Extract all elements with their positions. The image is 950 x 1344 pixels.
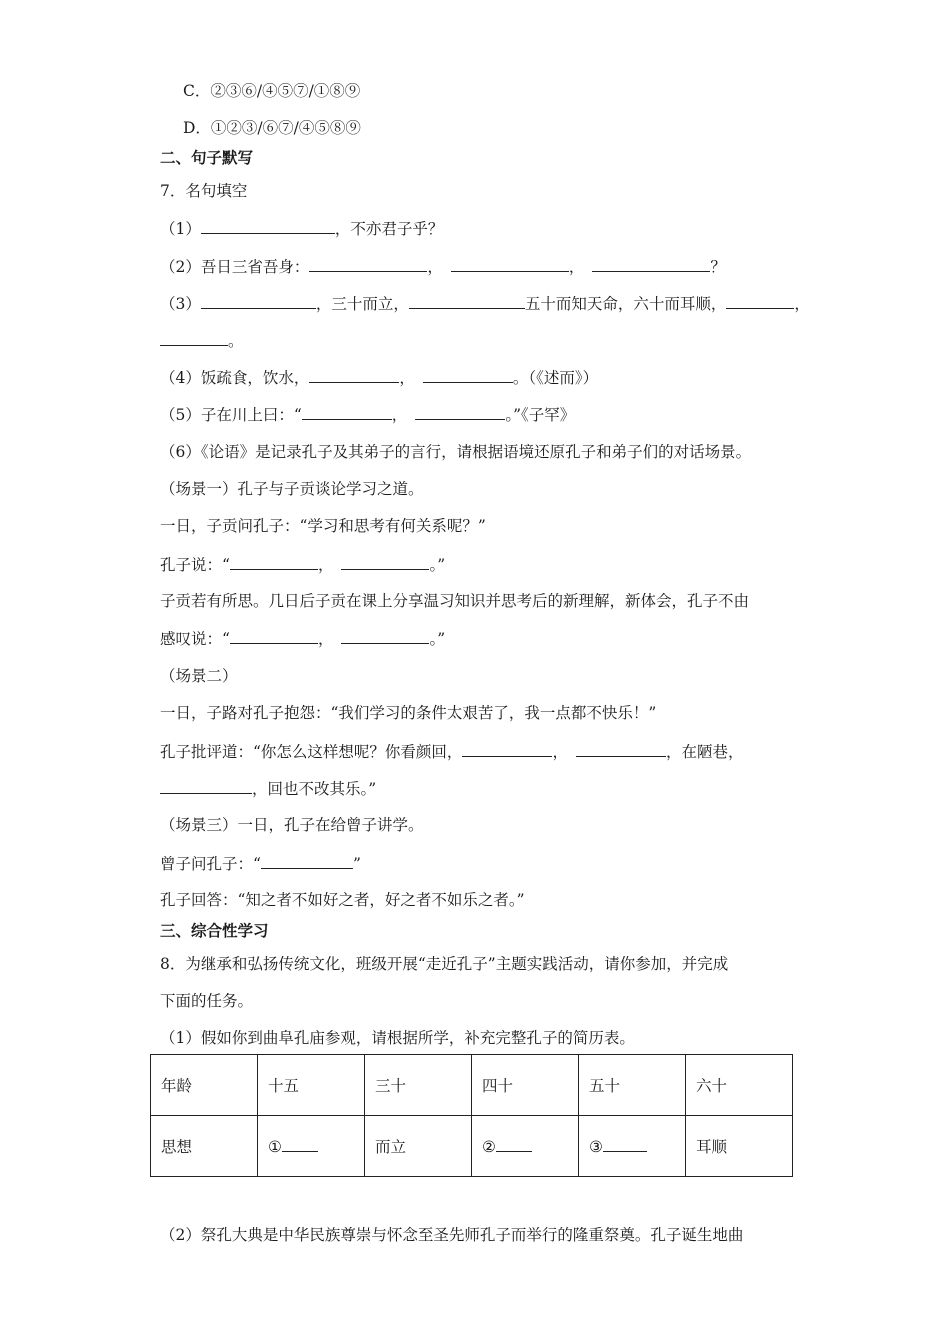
item-text: （4）饭疏食，饮水， xyxy=(160,369,310,387)
answer-blank[interactable] xyxy=(201,292,316,309)
question-7-item-5 xyxy=(160,403,575,426)
item-text: ，三十而立， xyxy=(315,295,409,313)
item-punct: ， xyxy=(399,369,415,387)
answer-blank[interactable] xyxy=(423,366,513,383)
answer-blank[interactable] xyxy=(160,329,228,346)
scene-1-line-3: 子贡若有所思。几日后子贡在课上分享温习知识并思考后的新理解，新体会，孔子不由 xyxy=(160,592,750,610)
section-heading-sentence-dictation: 二、句子默写 xyxy=(160,148,254,167)
item-text: 五十而知天命，六十而耳顺， xyxy=(524,295,727,313)
answer-blank[interactable] xyxy=(302,403,392,420)
item-punct: 。” xyxy=(429,630,446,648)
answer-blank[interactable] xyxy=(603,1137,647,1152)
circled-number: ③ xyxy=(589,1137,603,1156)
item-text: 。”《子罕》 xyxy=(505,406,576,424)
answer-blank[interactable] xyxy=(576,740,666,757)
table-row-age xyxy=(151,1055,793,1116)
question-8-sub-1: （1）假如你到曲阜孔庙参观，请根据所学，补充完整孔子的简历表。 xyxy=(160,1029,635,1047)
question-7-item-6-intro: （6）《论语》是记录孔子及其弟子的言行，请根据语境还原孔子和弟子们的对话场景。 xyxy=(160,443,752,461)
answer-blank[interactable] xyxy=(230,627,318,644)
table-cell: 思想 xyxy=(151,1116,258,1177)
item-punct: ， xyxy=(317,556,334,574)
table-cell: 五十 xyxy=(579,1055,686,1116)
answer-blank[interactable] xyxy=(409,292,525,309)
answer-blank[interactable] xyxy=(462,740,552,757)
table-cell: 年龄 xyxy=(151,1055,258,1116)
question-7-title: 7．名句填空 xyxy=(160,182,248,200)
table-cell xyxy=(258,1116,365,1177)
answer-blank[interactable] xyxy=(451,255,569,272)
item-text: 孔子批评道：“你怎么这样想呢？你看颜回， xyxy=(160,743,463,761)
answer-blank[interactable] xyxy=(341,627,429,644)
scene-1-line-4 xyxy=(160,627,445,650)
item-punct: ， xyxy=(568,258,585,276)
option-d: D．①②③/⑥⑦/④⑤⑧⑨ xyxy=(183,119,361,137)
table-cell: 耳顺 xyxy=(686,1116,793,1177)
item-punct: ？ xyxy=(710,258,726,276)
item-punct: ， xyxy=(552,743,568,761)
question-8-line-1: 8．为继承和弘扬传统文化，班级开展“走近孔子”主题实践活动，请你参加，并完成 xyxy=(160,955,729,973)
table-cell: 而立 xyxy=(365,1116,472,1177)
answer-blank[interactable] xyxy=(261,852,353,869)
item-text: 感叹说：“ xyxy=(160,630,230,648)
table-cell xyxy=(472,1116,579,1177)
circled-number: ② xyxy=(482,1137,496,1156)
confucius-resume-table xyxy=(150,1054,793,1177)
scene-2-line-3 xyxy=(160,777,376,800)
section-heading-comprehensive-learning: 三、综合性学习 xyxy=(160,921,269,940)
item-text: ，不亦君子乎？ xyxy=(334,220,444,238)
table-cell: 六十 xyxy=(686,1055,793,1116)
table-row-thought xyxy=(151,1116,793,1177)
answer-blank[interactable] xyxy=(201,217,335,234)
item-text: 。（《述而》） xyxy=(512,369,599,387)
answer-blank[interactable] xyxy=(309,255,427,272)
table-cell: 四十 xyxy=(472,1055,579,1116)
item-punct: ， xyxy=(427,258,443,276)
scene-1-line-1: 一日，子贡问孔子：“学习和思考有何关系呢？” xyxy=(160,517,486,535)
answer-blank[interactable] xyxy=(726,292,794,309)
scene-1-line-2 xyxy=(160,553,445,576)
question-7-item-3 xyxy=(160,292,810,315)
answer-blank[interactable] xyxy=(282,1137,318,1152)
item-text: 孔子说：“ xyxy=(160,556,230,574)
table-cell: 三十 xyxy=(365,1055,472,1116)
item-punct: ， xyxy=(391,406,408,424)
scene-3-line-2: 孔子回答：“知之者不如好之者，好之者不如乐之者。” xyxy=(160,891,525,909)
option-c: C．②③⑥/④⑤⑦/①⑧⑨ xyxy=(183,82,361,100)
answer-blank[interactable] xyxy=(415,403,505,420)
answer-blank[interactable] xyxy=(496,1137,532,1152)
question-7-item-3-continued xyxy=(160,329,244,352)
item-punct: 。” xyxy=(429,556,446,574)
item-punct: ” xyxy=(352,855,361,873)
item-text: ，在陋巷， xyxy=(665,743,744,761)
question-8-line-2: 下面的任务。 xyxy=(160,992,254,1010)
item-punct: ， xyxy=(794,295,810,313)
scene-3-line-1 xyxy=(160,852,361,875)
item-number: （1） xyxy=(160,220,201,238)
answer-blank[interactable] xyxy=(309,366,399,383)
question-8-sub-2: （2）祭孔大典是中华民族尊崇与怀念至圣先师孔子而举行的隆重祭奠。孔子诞生地曲 xyxy=(160,1226,744,1244)
item-text: （2）吾日三省吾身： xyxy=(160,258,310,276)
answer-blank[interactable] xyxy=(160,777,252,794)
item-text: ，回也不改其乐。” xyxy=(252,780,377,798)
circled-number: ① xyxy=(268,1137,282,1156)
question-7-item-4 xyxy=(160,366,598,389)
item-text: （5）子在川上曰：“ xyxy=(160,406,302,424)
scene-1-title: （场景一）孔子与子贡谈论学习之道。 xyxy=(160,480,424,498)
scene-2-line-1: 一日，子路对孔子抱怨：“我们学习的条件太艰苦了，我一点都不快乐！” xyxy=(160,704,657,722)
question-7-item-2 xyxy=(160,255,726,278)
question-7-item-1 xyxy=(160,217,443,240)
item-number: （3） xyxy=(160,295,201,313)
answer-blank[interactable] xyxy=(592,255,710,272)
answer-blank[interactable] xyxy=(341,553,429,570)
item-punct: 。 xyxy=(228,332,244,350)
scene-3-title: （场景三）一日，孔子在给曾子讲学。 xyxy=(160,816,424,834)
scene-2-line-2 xyxy=(160,740,743,763)
item-text: 曾子问孔子：“ xyxy=(160,855,261,873)
answer-blank[interactable] xyxy=(230,553,318,570)
table-cell: 十五 xyxy=(258,1055,365,1116)
item-punct: ， xyxy=(317,630,334,648)
scene-2-title: （场景二） xyxy=(160,667,238,685)
table-cell xyxy=(579,1116,686,1177)
